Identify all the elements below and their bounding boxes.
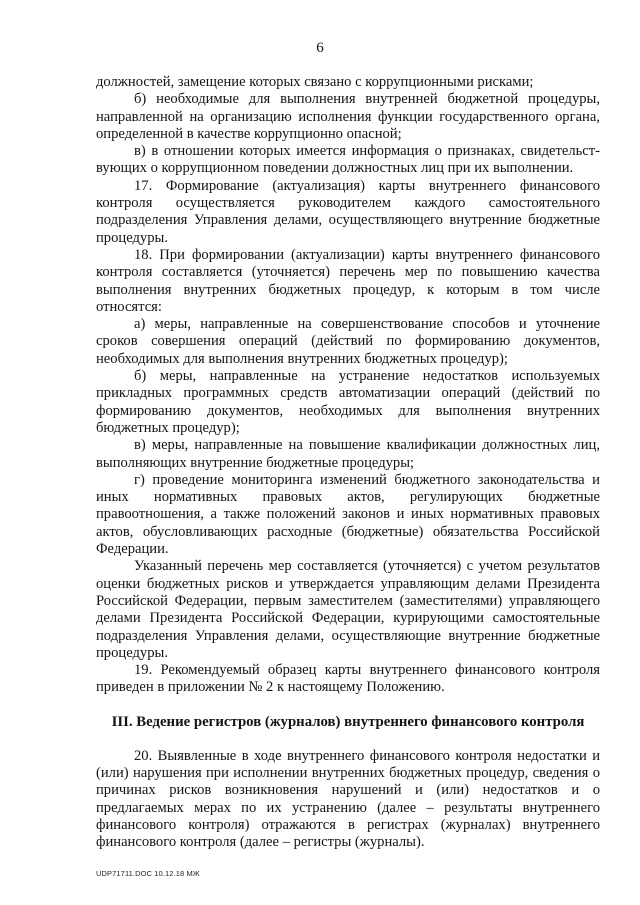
paragraph-18-item-g: г) проведение мониторинга изменений бюджетного законодательства и иных нормативных правовых актов, регулирующих бюджетные правоотношения, а также положений законов и иных нормативных правовых актов, обусловливающих расходные (бюджетные) обязательства Российской Федерации. [96, 471, 600, 558]
paragraph-18-item-b: б) меры, направленные на устранение недостатков используемых прикладных программных средств автоматизации операций (действий по формированию документов, необходимых для выполнения внутренних бюджетных процедур); [96, 368, 600, 436]
paragraph-17: 17. Формирование (актуализация) карты внутреннего финансового контроля осуществляется руководителем каждого самостоятельного подразделения Управления делами, осуществляющего внутренние бюджетные процедуры. [96, 177, 600, 246]
paragraph-item-v: в) в отношении которых имеется информация о признаках, свидетельст-вующих о коррупционном поведении должностных лиц при их выполнении. [96, 143, 600, 177]
footer-doc-id: UDP71711.DOC 10.12.18 МЖ [96, 869, 200, 878]
paragraph-measures-list: Указанный перечень мер составляется (уточняется) с учетом результатов оценки бюджетных рисков и утверждается управляющим делами Президента Российской Федерации, первым заместителем (заместителями) управляющего делами Президента Российской Федерации, курирующими самостоятельные подразделения Управления делами, осуществляющие внутренние бюджетные процедуры. [96, 558, 600, 661]
section-heading: III. Ведение регистров (журналов) внутреннего финансового контроля [111, 713, 585, 730]
paragraph-18-item-v: в) меры, направленные на повышение квалификации должностных лиц, выполняющих внутренние бюджетные процедуры; [96, 437, 600, 471]
paragraph-continuation: должностей, замещение которых связано с коррупционными рисками; [96, 74, 534, 90]
paragraph-18: 18. При формировании (актуализации) карты внутреннего финансового контроля составляется (уточняется) перечень мер по повышению качества выполнения внутренних бюджетных процедур, к которым в том числе относятся: [96, 246, 600, 315]
paragraph-20: 20. Выявленные в ходе внутреннего финансового контроля недостатки и (или) нарушения при исполнении внутренних бюджетных процедур, сведения о причинах рисков возникновения нарушений и (или) недостатков и о предлагаемых мерах по их устранению (далее – результаты внутреннего финансового контроля) отражаются в регистрах (журналах) внутреннего финансового контроля (далее – регистры (журналы). [96, 747, 600, 851]
page-number: 6 [316, 40, 324, 56]
paragraph-19: 19. Рекомендуемый образец карты внутреннего финансового контроля приведен в приложении № 2 к настоящему Положению. [96, 662, 600, 696]
paragraph-18-item-a: а) меры, направленные на совершенствование способов и уточнение сроков совершения операций (действий по формированию документов, необходимых для выполнения внутренних бюджетных процедур); [96, 316, 600, 367]
document-body [96, 74, 600, 851]
paragraph-item-b: б) необходимые для выполнения внутренней бюджетной процедуры, направленной на организацию исполнения функции государственного органа, определенной в качестве коррупционно опасной; [96, 91, 600, 142]
